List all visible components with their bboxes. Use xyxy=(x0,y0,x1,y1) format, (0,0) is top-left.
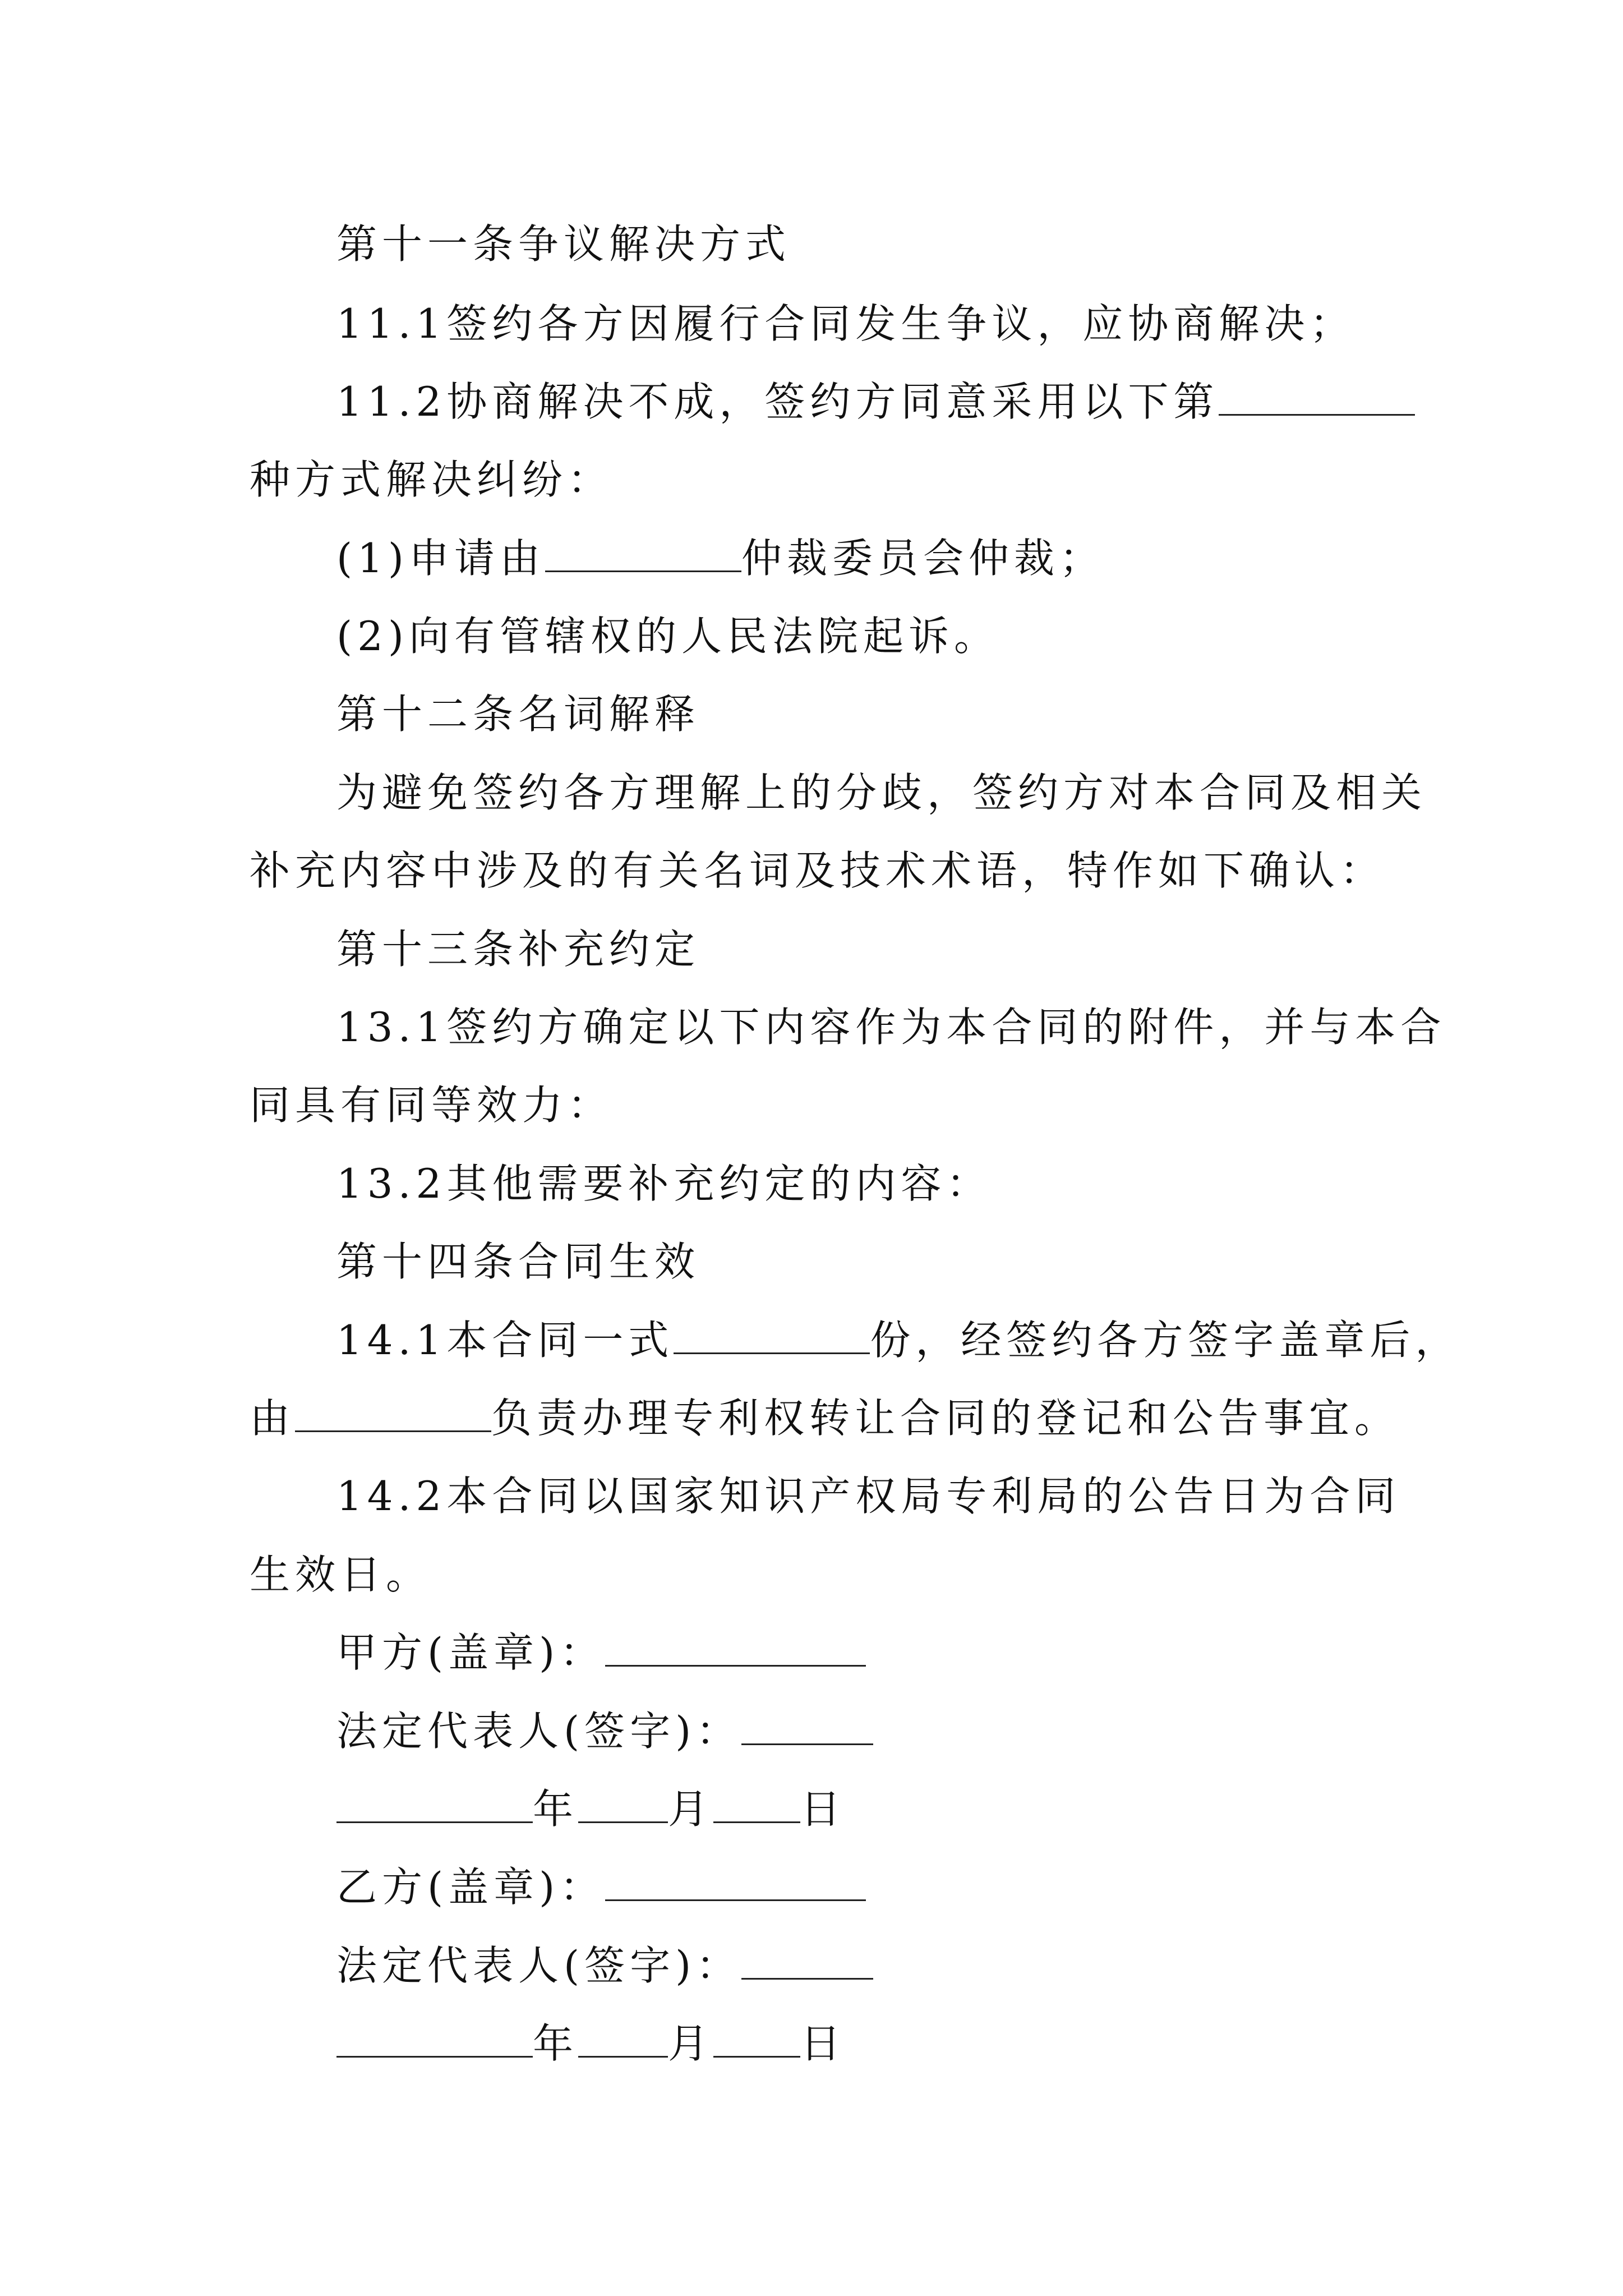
blank-field xyxy=(336,2016,533,2058)
clause-14-2: 14.2本合同以国家知识产权局专利局的公告日为合同 xyxy=(336,1473,1401,1520)
option-2: (2)向有管辖权的人民法院起诉。 xyxy=(336,613,999,660)
party-a-date-line: 年 月 日 xyxy=(336,1781,1380,1837)
party-b-date-line: 年 月 日 xyxy=(336,2016,1380,2072)
clause-13-1: 13.1签约方确定以下内容作为本合同的附件，并与本合 xyxy=(336,1004,1446,1051)
blank-field xyxy=(336,1781,533,1823)
blank-field xyxy=(295,1390,491,1432)
clause-11-2: 11.2协商解决不成，签约方同意采用以下第 xyxy=(336,374,1380,430)
blank-field xyxy=(545,530,741,572)
blank-field xyxy=(713,1781,800,1823)
clause-11-1: 11.1签约各方因履行合同发生争议，应协商解决； xyxy=(336,300,1355,347)
option-1: (1)申请由 仲裁委员会仲裁； xyxy=(336,530,1380,586)
article-11-heading: 第十一条争议解决方式 xyxy=(336,220,791,268)
party-b-seal-line: 乙方(盖章)： xyxy=(336,1859,1380,1915)
clause-13-2: 13.2其他需要补充约定的内容： xyxy=(336,1160,992,1207)
blank-field xyxy=(741,1938,873,1980)
party-a-seal-line: 甲方(盖章)： xyxy=(336,1625,1380,1681)
blank-field xyxy=(605,1859,866,1901)
blank-field xyxy=(605,1625,866,1667)
clause-14-1: 14.1本合同一式 份，经签约各方签字盖章后， xyxy=(336,1312,1380,1368)
party-b-representative-line: 法定代表人(签字)： xyxy=(336,1938,1380,1994)
blank-field xyxy=(741,1703,873,1745)
article-14-heading: 第十四条合同生效 xyxy=(336,1238,700,1285)
clause-12: 为避免签约各方理解上的分歧，签约方对本合同及相关 xyxy=(336,769,1427,816)
blank-field xyxy=(713,2016,800,2058)
blank-field xyxy=(578,1781,668,1823)
clause-14-1-continued: 由 负责办理专利权转让合同的登记和公告事宜。 xyxy=(250,1390,1382,1446)
clause-14-2-continued: 生效日。 xyxy=(250,1551,432,1598)
article-12-heading: 第十二条名词解释 xyxy=(336,691,700,738)
clause-13-1-continued: 同具有同等效力： xyxy=(250,1082,614,1129)
blank-field xyxy=(674,1312,870,1354)
party-a-representative-line: 法定代表人(签字)： xyxy=(336,1703,1380,1759)
clause-11-2-continued: 种方式解决纠纷： xyxy=(250,456,614,503)
clause-12-continued: 补充内容中涉及的有关名词及技术术语，特作如下确认： xyxy=(250,847,1386,894)
article-13-heading: 第十三条补充约定 xyxy=(336,926,700,973)
blank-field xyxy=(1219,374,1415,416)
blank-field xyxy=(578,2016,668,2058)
